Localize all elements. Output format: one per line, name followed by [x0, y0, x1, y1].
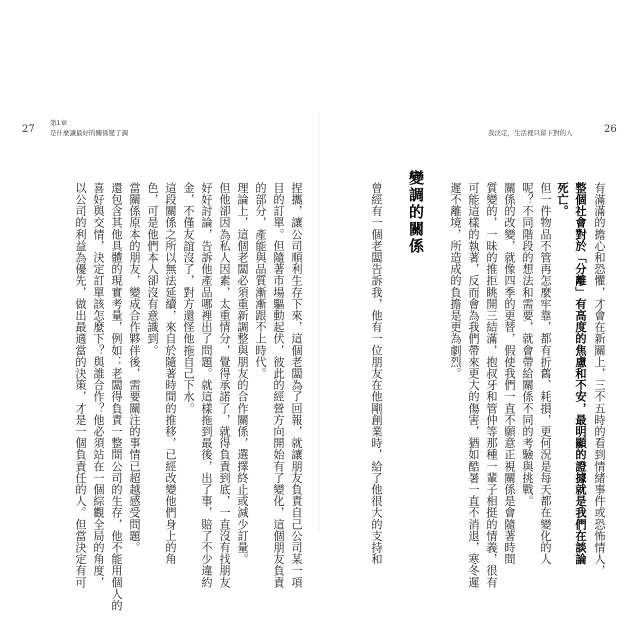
left-column-1: 捏攜，讓公司順利生存下來，這個老闆為了回報，就讓朋友負責自己公司某一項	[290, 182, 303, 588]
left-column-13: 以公司的利益為優先，做出最適當的決策，才是一個負責任的人。但當決定有可	[74, 182, 87, 588]
left-column-9: 色，可是他們本人卻沒有意識到。	[146, 182, 159, 356]
right-column-9: 遲不離境，所造成的負擔是更為劇烈。	[449, 182, 462, 380]
left-column-7: 金，不僅友誼沒了，對方還怪他拖自己下水。	[182, 182, 195, 414]
right-column-5: 呢？不同階段的想法和需要，就會帶給關係不同的考驗與挑戰。	[521, 182, 534, 507]
right-column-6: 關係的改變，就像四季的更替，假使我們一直不願意正視關係是會隨著時間	[503, 182, 516, 565]
right-column-3: 死亡。	[556, 182, 570, 217]
right-column-8: 可能這樣的執著，反而會為我們帶來更大的傷害，猶如酷暑一直不消退，寒冬遲	[467, 182, 480, 588]
right-page-number: 26	[604, 124, 617, 135]
left-column-2: 目的訂單。但隨著市場驅動起伏，彼此的經營方向開始有了變化，這個朋友負責	[272, 182, 285, 588]
section-column-1: 曾經有一個老闆告訴我，他有一位朋友在他剛創業時，給了他很大的支持和	[370, 182, 383, 565]
right-column-7: 質變的，一昧的推拒眺開三結滿，抱叔牙和管仲等那種一輩子相挺的情義，很有	[485, 182, 498, 588]
left-running-head-chapter: 第1章	[50, 119, 68, 127]
left-column-3: 的部分，產能與品質漸漸跟不上時代。	[254, 182, 267, 380]
left-column-4: 理論上，這個老闆必須重新調整與朋友的合作關係，選擇終止或減少訂量。	[236, 182, 249, 565]
left-column-5: 但他卻因為私人因素，太重情分，覺得承諾了，就得負責到底，一直沒有找朋友	[218, 182, 231, 588]
section-heading: 變調的關係	[407, 170, 425, 255]
left-page-number: 27	[22, 124, 35, 135]
left-column-10: 當關係原本的朋友，變成合作夥伴後，需要關注的事情已超越感受問題。	[128, 182, 141, 554]
right-column-1: 有滿滿的擔心和恐懼，才會在新關上，三不五時的看到情緒事件或恐怖情人，	[593, 182, 606, 577]
left-column-8: 這段關係之所以無法延續，來自於隨著時間的推移，已經改變他們身上的角	[164, 182, 177, 565]
right-running-head: 我決定，生活裡只留下對的人	[488, 129, 573, 137]
left-column-11: 還包含其他具體的現實考量，例如：老闆得負責一整間公司的生存，他不能用個人的	[110, 182, 123, 612]
right-column-4: 但一件物品不管再怎麼牢靠，都有折舊、耗損，更何況是每天都在變化的人	[539, 182, 552, 565]
left-column-6: 好好討論，告訴他產品哪裡出了問題。就這樣拖到最後，出了事，賠了不少違約	[200, 182, 213, 588]
left-column-12: 喜好與交情，決定訂單該怎麼下？與誰合作？他必須站在一個綜觀全局的角度，	[92, 182, 105, 588]
right-column-2: 整個社會對於「分離」有高度的焦慮和不安，最明顯的證據就是我們在談論	[574, 182, 588, 565]
left-running-head-title: 是什麼讓最好的關係變了調	[50, 129, 128, 137]
